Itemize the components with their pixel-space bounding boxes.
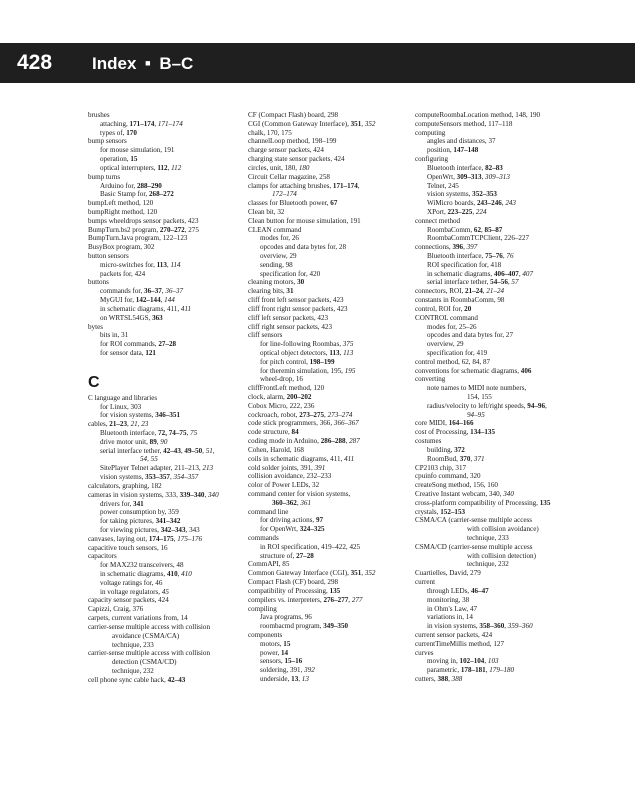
index-subentry: Java programs, 96 [260, 613, 312, 622]
index-subentry: for ROI commands, 27–28 [100, 340, 177, 349]
index-entry: Cuartielles, David, 279 [415, 569, 481, 578]
index-subentry: in Ohm's Law, 47 [427, 604, 478, 613]
index-subentry: attaching, 171–174, 171–174 [100, 119, 183, 128]
index-subentry: RoombaComm, 62, 85–87 [427, 225, 503, 234]
index-entry: coils in schematic diagrams, 411, 411 [248, 454, 355, 463]
index-entry: conventions for schematic diagrams, 406 [415, 366, 532, 375]
index-subentry: MyGUI for, 142–144, 144 [100, 296, 175, 305]
index-subentry: on WRTSL54GS, 363 [100, 313, 163, 322]
index-subentry: RoomBud, 370, 371 [427, 454, 485, 463]
index-subentry: specification for, 419 [427, 348, 488, 357]
index-subentry: opcodes and data bytes for, 27 [427, 331, 513, 340]
index-subentry: sensors, 15–16 [260, 657, 303, 666]
index-entry-continuation: with collision avoidance) [467, 525, 539, 534]
index-subentry: note names to MIDI note numbers, [427, 384, 527, 393]
index-entry: cliffFrontLeft method, 120 [248, 384, 325, 393]
index-entry: cost of Processing, 134–135 [415, 428, 495, 437]
index-entry: Circuit Cellar magazine, 258 [248, 172, 330, 181]
index-subentry: building, 372 [427, 445, 465, 454]
index-subentry: operation, 15 [100, 155, 138, 164]
index-entry: cameras in vision systems, 333, 339–340, 340 [88, 490, 219, 499]
index-subentry: drivers for, 341 [100, 499, 144, 508]
index-entry: clamps for attaching brushes, 171–174, [248, 181, 360, 190]
index-entry: configuring [415, 155, 449, 164]
index-entry: C language and libraries [88, 393, 158, 402]
index-entry: compiling [248, 604, 277, 613]
index-entry-continuation: technique, 233 [112, 640, 154, 649]
index-entry-continuation: detection (CSMA/CD) [112, 658, 177, 667]
index-subentry: Basic Stamp for, 268–272 [100, 190, 174, 199]
index-entry: commands [248, 534, 279, 542]
index-entry: CP2103 chip, 317 [415, 463, 467, 472]
index-column-1 [88, 111, 219, 685]
index-entry: classes for Bluetooth power, 67 [248, 199, 338, 208]
index-entry: circles, unit, 180, 180 [248, 163, 310, 172]
index-entry: Compact Flash (CF) board, 298 [248, 578, 339, 587]
index-entry: compatibility of Processing, 135 [248, 586, 341, 595]
index-entry: connect method [415, 216, 461, 225]
index-subentry: WiMicro boards, 243–246, 243 [427, 199, 516, 208]
index-subentry: modes for, 26 [260, 234, 299, 243]
index-subentry: bits in, 31 [100, 331, 129, 340]
index-entry: carrier-sense multiple access with collision [88, 622, 210, 631]
index-subentry: radius/velocity to left/right speeds, 94–96, [427, 401, 547, 410]
index-entry: bumps wheeldrops sensor packets, 423 [88, 216, 199, 225]
index-entry: createSong method, 156, 160 [415, 481, 498, 490]
index-subentry: in schematic diagrams, 410, 410 [100, 570, 192, 578]
index-entry: cables, 21–23, 21, 23 [88, 420, 149, 429]
index-subentry: for mouse simulation, 191 [100, 146, 175, 155]
index-subentry: for line-following Roombas, 375 [260, 340, 354, 349]
index-subentry: in schematic diagrams, 411, 411 [100, 304, 192, 313]
index-subentry: Bluetooth interface, 75–76, 76 [427, 252, 514, 260]
index-entry: cockroach, robot, 273–275, 273–274 [248, 410, 353, 419]
index-entry: cell phone sync cable hack, 42–43 [88, 675, 186, 684]
index-subentry: angles and distances, 37 [427, 137, 496, 146]
index-subentry: monitoring, 38 [427, 595, 470, 604]
index-entry: capacitors [88, 552, 117, 561]
index-entry: command center for vision systems, [248, 489, 351, 498]
index-entry: cleaning motors, 30 [248, 278, 305, 287]
index-subentry: position, 147–148 [427, 146, 479, 155]
index-entry: currentTimeMillis method, 127 [415, 639, 504, 648]
running-head [92, 43, 193, 83]
index-entry: command line [248, 507, 289, 516]
index-subentry: structure of, 27–28 [260, 551, 314, 560]
index-entry-continuation: with collision detection) [467, 551, 536, 560]
index-subentry: for taking pictures, 341–342 [100, 517, 181, 526]
index-subentry: parametric, 178–181, 179–180 [427, 666, 515, 675]
index-entry: carpets, current variations from, 14 [88, 614, 188, 623]
index-entry: components [248, 630, 283, 639]
index-subentry: power consumption by, 359 [100, 508, 179, 517]
index-entry: Cohen, Harold, 168 [248, 445, 304, 454]
index-entry: cliff left sensor packets, 423 [248, 313, 329, 322]
index-subentry: wheel-drop, 16 [260, 375, 303, 384]
index-entry: curves [415, 648, 434, 657]
index-subentry: for sensor data, 121 [100, 348, 156, 357]
index-subentry: for driving actions, 97 [260, 516, 324, 525]
index-entry: CGI (Common Gateway Interface), 351, 352 [248, 119, 376, 128]
index-entry: calculators, graphing, 182 [88, 481, 162, 490]
index-subentry: power, 14 [260, 648, 289, 657]
index-entry: Creative Instant webcam, 340, 340 [415, 489, 514, 498]
index-subentry: for viewing pictures, 342–343, 343 [100, 525, 200, 534]
index-entry: connections, 396, 397 [415, 243, 478, 252]
index-entry: current [415, 578, 436, 587]
index-subentry: in vision systems, 358–360, 359–360 [427, 622, 533, 631]
index-entry: computeRoombaLocation method, 148, 190 [415, 111, 541, 119]
index-entry: CONTROL command [415, 313, 478, 322]
index-entry: color of Power LEDs, 32 [248, 481, 320, 490]
index-subentry: packets for, 424 [100, 269, 146, 278]
index-subentry: overview, 29 [260, 252, 297, 260]
index-subentry: variations in, 14 [427, 613, 473, 622]
index-entry-continuation: avoidance (CSMA/CA) [112, 631, 180, 640]
page-number: 428 [17, 51, 53, 74]
index-entry: computeSensors method, 117–118 [415, 119, 513, 128]
index-entry: BumpTurn.bs2 program, 270–272, 275 [88, 225, 199, 234]
index-subentry: Bluetooth interface, 82–83 [427, 163, 503, 172]
index-subentry: Telnet, 245 [427, 181, 459, 190]
index-entry: Clean bit, 32 [248, 207, 285, 216]
index-entry: cliff sensors [248, 331, 283, 340]
index-entry: collision avoidance, 232–233 [248, 472, 332, 481]
index-subentry: modes for, 25–26 [427, 322, 477, 331]
index-entry-continuation: 154, 155 [467, 393, 492, 401]
index-entry-continuation: technique, 233 [467, 534, 509, 542]
index-entry: BumpTurn.Java program, 122–123 [88, 234, 188, 243]
index-entry: capacitive touch sensors, 16 [88, 543, 168, 552]
index-entry-continuation: technique, 232 [467, 560, 509, 569]
index-subentry: Bluetooth interface, 72, 74–75, 75 [100, 429, 198, 437]
index-entry-continuation: 172–174 [272, 190, 297, 199]
index-subentry: underside, 13, 13 [260, 675, 309, 683]
index-subentry: sending, 98 [260, 260, 293, 269]
index-subentry: OpenWrt, 309–313, 309–313 [427, 172, 510, 181]
index-subentry: for MAX232 transceivers, 48 [100, 561, 184, 570]
index-entry: buttons [88, 278, 109, 287]
index-entry: CommAPI, 85 [248, 560, 290, 569]
index-subentry: moving in, 102–104, 103 [427, 657, 499, 666]
running-head-section: B–C [159, 54, 194, 73]
index-entry: core MIDI, 164–166 [415, 419, 474, 428]
index-entry: clearing bits, 31 [248, 287, 294, 296]
index-entry-continuation: technique, 232 [112, 666, 154, 675]
index-subentry: through LEDs, 46–47 [427, 586, 489, 595]
index-entry: converting [415, 375, 446, 384]
index-subentry: drive motor unit, 89, 90 [100, 437, 168, 446]
index-entry: connectors, ROI, 21–24, 21–24 [415, 287, 505, 296]
index-entry-continuation: 54, 55 [140, 455, 158, 464]
index-entry: charge sensor packets, 424 [248, 146, 324, 155]
index-entry: computing [415, 128, 446, 137]
index-entry: bytes [88, 322, 103, 331]
index-subentry: optical interrupters, 112, 112 [100, 163, 182, 172]
index-entry: cliff right sensor packets, 423 [248, 322, 332, 331]
index-entry: Clean button for mouse simulation, 191 [248, 216, 361, 225]
index-subentry: for vision systems, 346–351 [100, 411, 181, 420]
index-subentry: for theremin simulation, 195, 195 [260, 366, 356, 375]
index-entry: canvases, laying out, 174–175, 175–176 [88, 534, 203, 543]
section-letter: C [88, 373, 100, 391]
index-subentry: vision systems, 352–353 [427, 190, 497, 199]
index-entry: CSMA/CA (carrier-sense multiple access [415, 516, 533, 525]
index-entry: capacity sensor packets, 424 [88, 596, 169, 605]
index-entry: bump sensors [88, 137, 127, 146]
index-subentry: opcodes and data bytes for, 28 [260, 243, 346, 252]
index-subentry: Arduino for, 288–290 [100, 181, 162, 190]
index-entry: button sensors [88, 252, 129, 260]
index-entry: cutters, 388, 388 [415, 675, 463, 683]
index-entry-continuation: 94–95 [467, 410, 485, 419]
index-entry: code structure, 84 [248, 428, 299, 437]
index-entry: channelLoop method, 198–199 [248, 137, 337, 146]
index-entry: CSMA/CD (carrier-sense multiple access [415, 542, 533, 551]
index-subentry: voltage ratings for, 46 [100, 578, 163, 587]
index-entry: crystals, 152–153 [415, 507, 466, 516]
index-entry: chalk, 170, 175 [248, 128, 292, 137]
index-entry: cliff front left sensor packets, 423 [248, 296, 344, 305]
index-entry: Capizzi, Craig, 376 [88, 605, 144, 614]
index-subentry: in schematic diagrams, 406–407, 407 [427, 269, 533, 278]
index-subentry: serial interface tether, 54–56, 57 [427, 278, 519, 287]
index-entry: current sensor packets, 424 [415, 630, 493, 639]
index-entry: control method, 62, 84, 87 [415, 357, 491, 366]
index-subentry: micro-switches for, 113, 114 [100, 260, 181, 269]
index-entry: constants in RoombaComm, 98 [415, 296, 505, 305]
index-entry: cold solder joints, 391, 391 [248, 463, 326, 472]
index-entry: bump turns [88, 172, 121, 181]
index-entry: charging state sensor packets, 424 [248, 155, 345, 164]
index-entry: cross-platform compatibility of Processing, 135 [415, 498, 551, 507]
index-entry: clock, alarm, 200–202 [248, 393, 312, 401]
index-subentry: for pitch control, 198–199 [260, 357, 335, 366]
index-subentry: motors, 15 [260, 639, 291, 648]
index-subentry: commands for, 36–37, 36–37 [100, 287, 184, 296]
index-entry: cpuinfo command, 320 [415, 472, 481, 481]
index-entry: costumes [415, 437, 442, 446]
index-entry-continuation: 360–362, 361 [272, 498, 312, 507]
index-entry: BusyBox program, 302 [88, 243, 155, 252]
index-subentry: RoombaCommTCPClient, 226–227 [427, 234, 530, 243]
index-subentry: SitePlayer Telnet adapter, 211–213, 213 [100, 464, 214, 473]
index-entry: cliff front right sensor packets, 423 [248, 304, 348, 313]
running-head-title: Index [92, 54, 137, 73]
index-subentry: optical object detectors, 113, 113 [260, 348, 354, 357]
index-subentry: overview, 29 [427, 340, 464, 349]
index-entry: compilers vs. interpreters, 276–277, 277 [248, 595, 363, 604]
index-entry: carrier-sense multiple access with collision [88, 649, 210, 658]
index-entry: CLEAN command [248, 225, 302, 234]
index-subentry: types of, 170 [100, 128, 137, 137]
index-subentry: soldering, 391, 392 [260, 666, 315, 675]
index-subentry: specification for, 420 [260, 269, 321, 278]
index-subentry: ROI specification for, 418 [427, 260, 502, 269]
index-subentry: in voltage regulators, 45 [100, 587, 169, 596]
index-subentry: vision systems, 353–357, 354–357 [100, 473, 199, 482]
index-entry: bumpRight method, 120 [88, 207, 158, 216]
index-entry: bumpLeft method, 120 [88, 199, 154, 208]
index-entry: brushes [88, 111, 110, 119]
index-entry: code stick programmers, 366, 366–367 [248, 419, 359, 428]
index-entry: CF (Compact Flash) board, 298 [248, 111, 339, 119]
index-entry: Cobox Micro, 222, 236 [248, 401, 315, 410]
index-entry: coding mode in Arduino, 286–288, 287 [248, 437, 360, 446]
index-column-2 [248, 111, 375, 684]
index-entry: Common Gateway Interface (CGI), 351, 352 [248, 569, 376, 578]
index-subentry: XPort, 223–225, 224 [427, 207, 487, 216]
running-head-separator: ■ [145, 58, 151, 68]
index-subentry: serial interface tether, 42–43, 49–50, 51, [100, 446, 215, 455]
index-subentry: roombacmd program, 349–350 [260, 622, 349, 631]
index-subentry: in ROI specification, 419–422, 425 [260, 542, 361, 551]
index-subentry: for Linux, 303 [100, 402, 142, 411]
index-entry: control, ROI for, 20 [415, 304, 472, 313]
index-subentry: for OpenWrt, 324–325 [260, 525, 325, 534]
index-column-3 [415, 111, 550, 684]
